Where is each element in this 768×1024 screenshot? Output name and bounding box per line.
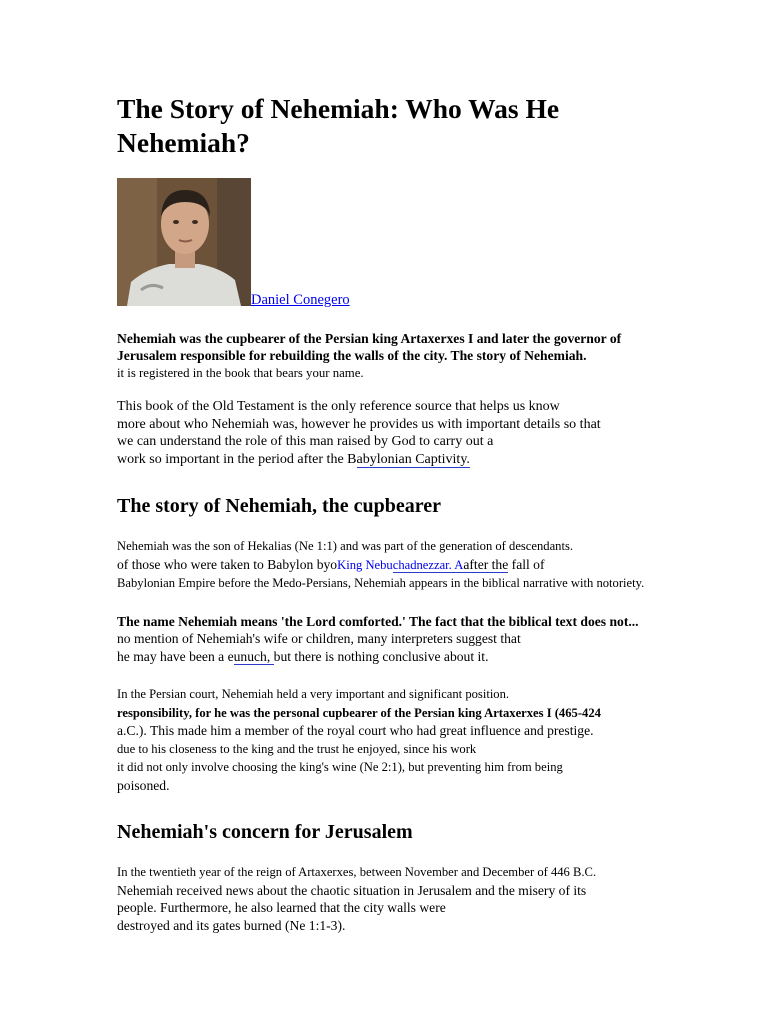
section1-paragraph-3 [117,685,662,794]
s2p1-line-2: Nehemiah received news about the chaotic situation in Jerusalem and the misery of its [117,882,587,898]
s1p1-after-the: after the [463,556,509,572]
s1p3-bold-line: responsibility, for he was the personal cupbearer of the Persian king Artaxerxes I (465-424 [117,705,601,720]
s1p3-line-1: In the Persian court, Nehemiah held a very important and significant position. [117,687,510,701]
author-photo [117,178,251,306]
s2p1-line-4: destroyed and its gates burned (Ne 1:1-3). [117,917,346,933]
section-heading-cupbearer: The story of Nehemiah, the cupbearer [117,495,442,517]
eunuch-link[interactable]: unuch, [233,648,274,664]
intro-line-2: more about who Nehemiah was, however he provides us with important details so that [117,416,601,432]
s1p3-line-5: it did not only involve choosing the king's wine (Ne 2:1), but preventing him from being [117,760,563,774]
section1-paragraph-2 [117,613,662,666]
s1p2-line-2: no mention of Nehemiah's wife or children, many interpreters suggest that [117,631,521,646]
s2p1-line-3: people. Furthermore, he also learned that the city walls were [117,900,446,915]
author-link[interactable]: Daniel Conegero [251,292,350,308]
lead-tail-text: it is registered in the book that bears your name. [117,366,364,380]
nebuchadnezzar-link[interactable]: chadnezzar. A [392,557,464,572]
section2-paragraph-1 [117,863,662,934]
s1p3-line-6: poisoned. [117,777,170,793]
intro-line-3: we can understand the role of this man raised by God to carry out a [117,434,494,449]
s1p1-fall-of: fall of [508,556,545,572]
intro-line-4: work so important in the period after the B [117,451,357,467]
author-block [117,178,662,312]
s1p2-line-3-end: but there is nothing conclusive about it. [273,648,489,664]
article [117,92,662,934]
lead-paragraph [117,330,662,382]
s1p3-line-4: due to his closeness to the king and the trust he enjoyed, since his work [117,741,477,756]
intro-line-1: This book of the Old Testament is the only reference source that helps us know [117,399,560,414]
s1p2-line-3: he may have been a e [117,648,234,664]
s1p1-line-3: Babylonian Empire before the Medo-Persians, Nehemiah appears in the biblical narrative with notoriety. [117,576,645,590]
s1p2-bold-line: The name Nehemiah means 'the Lord comforted.' The fact that the biblical text does not... [117,613,639,629]
s1p3-line-3: a.C.). This made him a member of the royal court who had great influence and prestige. [117,723,594,738]
author-photo-icon [117,178,251,306]
page-title: The Story of Nehemiah: Who Was He Nehemiah? [117,93,560,158]
section1-paragraph-1 [117,537,662,593]
s1p1-line-2: of those who were taken to Babylon byo [117,556,338,572]
section-heading-concern: Nehemiah's concern for Jerusalem [117,821,413,843]
s1p1-line-1: Nehemiah was the son of Hekalias (Ne 1:1) and was part of the generation of descendants. [117,539,574,553]
king-link[interactable]: King Nebu [337,557,393,572]
intro-paragraph [117,398,662,468]
lead-bold-text: Nehemiah was the cupbearer of the Persian king Artaxerxes I and later the governor of Jerusalem responsible for rebuilding the walls of the city. The story of Nehemiah. [117,331,622,363]
s2p1-line-1: In the twentieth year of the reign of Artaxerxes, between November and December of 446 B.C. [117,865,597,879]
babylonian-captivity-link[interactable]: abylonian Captivity. [356,451,470,467]
